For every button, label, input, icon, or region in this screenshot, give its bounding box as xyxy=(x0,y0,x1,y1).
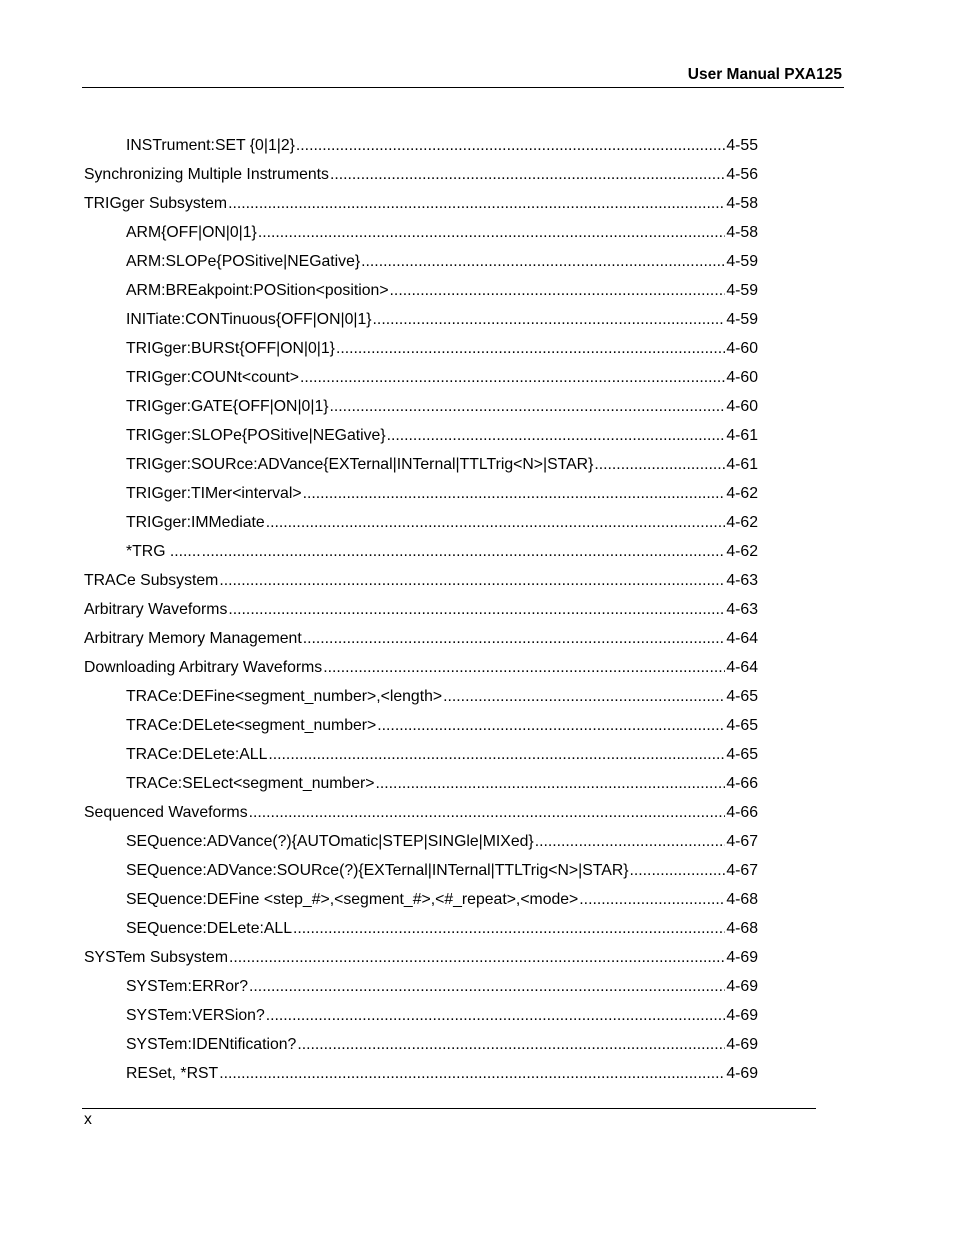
toc-entry-page: 4-69 xyxy=(726,1036,758,1053)
toc-entry-page: 4-60 xyxy=(726,398,758,415)
toc-entry[interactable] xyxy=(84,479,758,508)
toc-entry-title: TRACe:DELete:ALL xyxy=(126,746,268,763)
toc-entry-page: 4-67 xyxy=(726,862,758,879)
toc-entry-title: SEQuence:DEFine <step_#>,<segment_#>,<#_repeat>,<mode> xyxy=(126,891,579,908)
toc-entry-page: 4-61 xyxy=(726,456,758,473)
toc-entry-page: 4-69 xyxy=(726,978,758,995)
toc-entry-page: 4-55 xyxy=(726,137,758,154)
toc-entry-title: SEQuence:ADVance(?){AUTOmatic|STEP|SINGle|MIXed} xyxy=(126,833,534,850)
toc-dot-leader xyxy=(330,392,726,421)
toc-entry-title: TRIGger:COUNt<count> xyxy=(126,369,299,386)
toc-entry-title: SYSTem Subsystem xyxy=(84,949,228,966)
toc-dot-leader xyxy=(376,769,726,798)
toc-entry-title: Sequenced Waveforms xyxy=(84,804,248,821)
toc-entry[interactable] xyxy=(84,856,758,885)
toc-dot-leader xyxy=(303,624,726,653)
footer-page-number: x xyxy=(84,1111,92,1128)
toc-entry-page: 4-65 xyxy=(726,688,758,705)
toc-dot-leader xyxy=(630,856,726,885)
toc-entry-title: INSTrument:SET {0|1|2} xyxy=(126,137,295,154)
toc-dot-leader xyxy=(258,218,726,247)
header-divider xyxy=(82,87,844,88)
toc-dot-leader xyxy=(228,595,725,624)
toc-entry[interactable] xyxy=(84,276,758,305)
toc-entry-page: 4-64 xyxy=(726,659,758,676)
toc-entry-title: TRACe Subsystem xyxy=(84,572,219,589)
toc-dot-leader xyxy=(296,131,725,160)
toc-entry[interactable] xyxy=(84,334,758,363)
toc-dot-leader xyxy=(219,566,725,595)
toc-entry[interactable] xyxy=(84,1030,758,1059)
toc-entry[interactable] xyxy=(84,392,758,421)
toc-entry[interactable] xyxy=(84,769,758,798)
toc-entry[interactable] xyxy=(84,363,758,392)
toc-entry-page: 4-65 xyxy=(726,717,758,734)
toc-dot-leader xyxy=(219,1059,725,1088)
toc-entry-title: *TRG ....... xyxy=(126,543,201,560)
toc-dot-leader xyxy=(266,508,726,537)
toc-entry-page: 4-69 xyxy=(726,1007,758,1024)
toc-entry-page: 4-68 xyxy=(726,920,758,937)
toc-entry-title: Downloading Arbitrary Waveforms xyxy=(84,659,323,676)
toc-entry-page: 4-69 xyxy=(726,1065,758,1082)
toc-entry-title: TRIGger:TIMer<interval> xyxy=(126,485,302,502)
toc-entry[interactable] xyxy=(84,247,758,276)
toc-entry-page: 4-68 xyxy=(726,891,758,908)
toc-entry-page: 4-56 xyxy=(726,166,758,183)
toc-dot-leader xyxy=(297,1030,725,1059)
toc-entry-title: TRIGger:IMMediate xyxy=(126,514,265,531)
toc-entry-title: TRACe:DEFine<segment_number>,<length> xyxy=(126,688,443,705)
toc-entry-title: Synchronizing Multiple Instruments xyxy=(84,166,329,183)
toc-dot-leader xyxy=(361,247,725,276)
toc-entry[interactable] xyxy=(84,189,758,218)
toc-dot-leader xyxy=(390,276,726,305)
toc-entry[interactable] xyxy=(84,943,758,972)
toc-entry[interactable] xyxy=(84,595,758,624)
toc-entry-title: TRACe:DELete<segment_number> xyxy=(126,717,377,734)
toc-dot-leader xyxy=(594,450,725,479)
toc-dot-leader xyxy=(579,885,725,914)
toc-entry-title: SYSTem:IDENtification? xyxy=(126,1036,297,1053)
toc-dot-leader xyxy=(228,189,725,218)
toc-entry-page: 4-63 xyxy=(726,601,758,618)
toc-entry-title: Arbitrary Memory Management xyxy=(84,630,302,647)
toc-entry-title: RESet, *RST xyxy=(126,1065,219,1082)
toc-entry-title: TRIGger:SLOPe{POSitive|NEGative} xyxy=(126,427,386,444)
toc-entry-page: 4-65 xyxy=(726,746,758,763)
toc-dot-leader xyxy=(202,537,726,566)
toc-dot-leader xyxy=(336,334,725,363)
toc-dot-leader xyxy=(373,305,726,334)
toc-entry[interactable] xyxy=(84,972,758,1001)
toc-entry-page: 4-60 xyxy=(726,340,758,357)
toc-entry-title: ARM{OFF|ON|0|1} xyxy=(126,224,257,241)
toc-entry[interactable] xyxy=(84,624,758,653)
toc-entry-page: 4-62 xyxy=(726,543,758,560)
toc-entry-title: Arbitrary Waveforms xyxy=(84,601,228,618)
toc-dot-leader xyxy=(249,798,726,827)
footer-divider xyxy=(82,1108,816,1109)
toc-dot-leader xyxy=(330,160,725,189)
toc-entry-page: 4-64 xyxy=(726,630,758,647)
toc-entry[interactable] xyxy=(84,1059,758,1088)
header-title: User Manual PXA125 xyxy=(687,66,842,83)
toc-entry-title: ARM:SLOPe{POSitive|NEGative} xyxy=(126,253,361,270)
toc-dot-leader xyxy=(323,653,725,682)
toc-entry-title: SYSTem:ERRor? xyxy=(126,978,249,995)
toc-dot-leader xyxy=(229,943,725,972)
toc-entry-title: INITiate:CONTinuous{OFF|ON|0|1} xyxy=(126,311,372,328)
toc-entry-title: SEQuence:DELete:ALL xyxy=(126,920,292,937)
toc-entry-page: 4-59 xyxy=(726,253,758,270)
toc-entry-title: ARM:BREakpoint:POSition<position> xyxy=(126,282,389,299)
toc-entry-title: TRIGger:GATE{OFF|ON|0|1} xyxy=(126,398,329,415)
toc-entry-page: 4-63 xyxy=(726,572,758,589)
toc-entry[interactable] xyxy=(84,131,758,160)
toc-entry-page: 4-58 xyxy=(726,224,758,241)
toc-dot-leader xyxy=(443,682,725,711)
toc-dot-leader xyxy=(303,479,726,508)
toc-entry-page: 4-66 xyxy=(726,775,758,792)
toc-entry-page: 4-62 xyxy=(726,485,758,502)
toc-entry[interactable] xyxy=(84,160,758,189)
toc-entry-page: 4-60 xyxy=(726,369,758,386)
toc-dot-leader xyxy=(268,740,725,769)
toc-entry[interactable] xyxy=(84,537,758,566)
toc-entry[interactable] xyxy=(84,798,758,827)
toc-entry-page: 4-66 xyxy=(726,804,758,821)
toc-dot-leader xyxy=(300,363,725,392)
toc-entry[interactable] xyxy=(84,1001,758,1030)
toc-entry[interactable] xyxy=(84,885,758,914)
toc-entry[interactable] xyxy=(84,740,758,769)
toc-dot-leader xyxy=(387,421,726,450)
toc-entry[interactable] xyxy=(84,682,758,711)
toc-entry-page: 4-69 xyxy=(726,949,758,966)
toc-dot-leader xyxy=(377,711,725,740)
toc-entry-title: SYSTem:VERSion? xyxy=(126,1007,265,1024)
toc-entry[interactable] xyxy=(84,508,758,537)
toc-entry[interactable] xyxy=(84,450,758,479)
toc-dot-leader xyxy=(249,972,725,1001)
table-of-contents xyxy=(84,131,758,1088)
toc-entry[interactable] xyxy=(84,421,758,450)
toc-entry[interactable] xyxy=(84,711,758,740)
toc-entry-title: SEQuence:ADVance:SOURce(?){EXTernal|INTernal|TTLTrig<N>|STAR} xyxy=(126,862,629,879)
toc-entry-page: 4-58 xyxy=(726,195,758,212)
toc-dot-leader xyxy=(535,827,726,856)
toc-dot-leader xyxy=(266,1001,726,1030)
toc-entry[interactable] xyxy=(84,653,758,682)
toc-entry-title: TRIGger Subsystem xyxy=(84,195,228,212)
toc-dot-leader xyxy=(293,914,725,943)
toc-entry-page: 4-67 xyxy=(726,833,758,850)
toc-entry[interactable] xyxy=(84,305,758,334)
toc-entry[interactable] xyxy=(84,218,758,247)
toc-entry-title: TRIGger:SOURce:ADVance{EXTernal|INTernal|TTLTrig<N>|STAR} xyxy=(126,456,594,473)
toc-entry-page: 4-59 xyxy=(726,282,758,299)
toc-entry-page: 4-62 xyxy=(726,514,758,531)
toc-entry[interactable] xyxy=(84,914,758,943)
toc-entry[interactable] xyxy=(84,566,758,595)
toc-entry-title: TRIGger:BURSt{OFF|ON|0|1} xyxy=(126,340,335,357)
toc-entry-page: 4-59 xyxy=(726,311,758,328)
toc-entry-page: 4-61 xyxy=(726,427,758,444)
toc-entry[interactable] xyxy=(84,827,758,856)
toc-entry-title: TRACe:SELect<segment_number> xyxy=(126,775,375,792)
